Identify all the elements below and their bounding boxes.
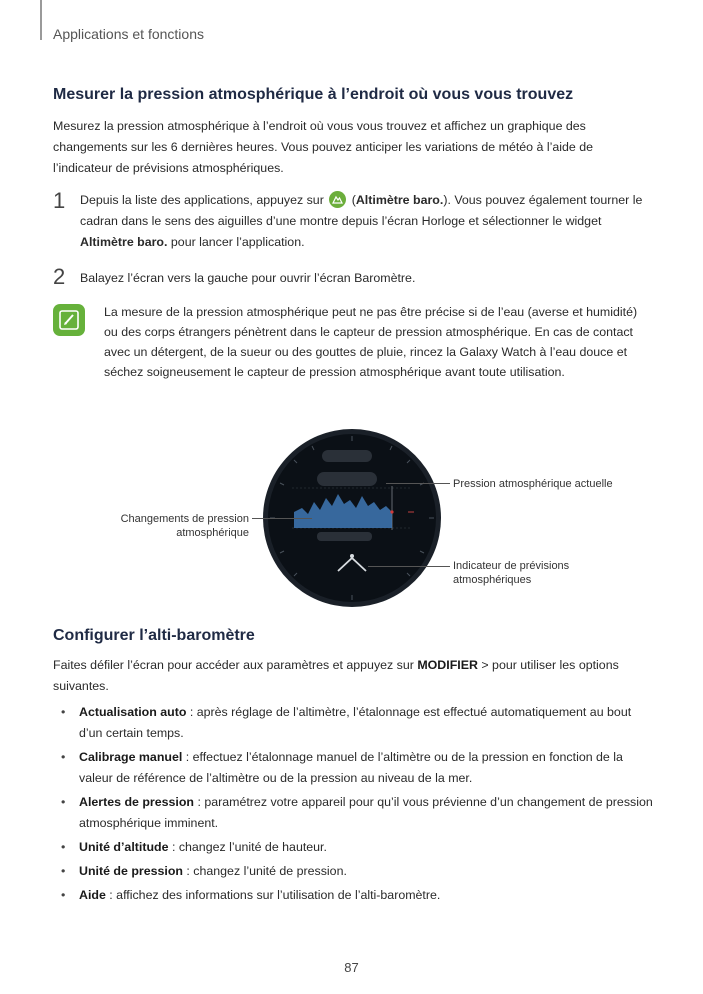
list-item [53,861,653,882]
callout-pressure-changes-line2: atmosphérique [176,527,249,539]
header-rule [40,0,42,40]
bullet-dot: • [61,795,66,809]
bullet-dot: • [61,750,66,764]
header-title: Applications et fonctions [53,26,204,42]
section-intro: Mesurez la pression atmosphérique à l’endroit où vous vous trouvez et affichez un graphique des changements sur les 6 dernières heures. Vous pouvez anticiper les variations de météo à l’aide de l’indicateur de prévisions atmosphériques. [53,119,593,175]
bullet-dot: • [61,705,66,719]
option-label: Actualisation auto [79,705,187,719]
callout-forecast-line2: atmosphériques [453,574,532,586]
list-item [53,885,653,906]
option-text: : paramétrez votre appareil pour qu’il vous prévienne d’un changement de pression atmosphérique imminent. [79,795,653,830]
list-item [53,792,653,834]
bullet-dot: • [61,888,66,902]
configure-intro-modifier: MODIFIER [417,658,478,672]
option-label: Unité de pression [79,864,183,878]
options-list [53,702,653,909]
list-item [53,702,653,744]
configure-intro-a: Faites défiler l’écran pour accéder aux paramètres et appuyez sur [53,658,414,672]
list-item [53,837,653,858]
callout-line-current [386,483,450,484]
list-item [53,747,653,789]
step-number-2: 2 [53,264,66,289]
callout-pressure-changes-line1: Changements de pression [120,513,249,525]
option-text: : changez l’unité de pression. [182,864,347,878]
callout-forecast-line1: Indicateur de prévisions [453,560,570,572]
callout-pressure-changes [100,512,249,540]
configure-intro-b: > pour utiliser les options suivantes. [53,658,619,693]
section-title-measure: Mesurer la pression atmosphérique à l’endroit où vous vous trouvez [53,86,574,103]
step-1-text-c: pour lancer l’application. [170,235,305,249]
option-label: Aide [79,888,106,902]
step-1-app-name: Altimètre baro. [355,193,444,207]
option-text: : après réglage de l’altimètre, l’étalonnage est effectué automatiquement au bout d’un certain temps. [79,705,632,740]
callout-line-changes [252,518,312,519]
step-number-1: 1 [53,188,66,213]
step-text-2: Balayez l’écran vers la gauche pour ouvrir l’écran Baromètre. [80,271,416,285]
note-icon [53,304,85,336]
option-label: Unité d’altitude [79,840,169,854]
bullet-dot: • [61,840,66,854]
page-number: 87 [344,960,359,975]
callout-line-forecast [368,566,450,567]
step-text-1: Depuis la liste des applications, appuyez sur (Altimètre baro.). Vous pouvez également tourner le cadran dans le sens des aiguilles d’une montre depuis l’écran Horloge et sélectionner le widget Altimètre baro. pour lancer l’application. [80,193,643,249]
barometer-app-icon [329,191,346,208]
option-label: Calibrage manuel [79,750,183,764]
option-text: : effectuez l’étalonnage manuel de l’altimètre ou de la pression en fonction de la valeur de référence de l’altimètre ou de la pression au niveau de la mer. [79,750,623,785]
option-label: Alertes de pression [79,795,195,809]
section-title-configure: Configurer l’alti-baromètre [53,627,255,644]
step-1-widget-name: Altimètre baro. [80,235,168,249]
option-text: : affichez des informations sur l’utilisation de l’alti-baromètre. [105,888,441,902]
step-1-text-a: Depuis la liste des applications, appuyez sur [80,193,324,207]
step-1-text-b: ). Vous pouvez également tourner le cadran dans le sens des aiguilles d’une montre depuis l’écran Horloge et sélectionner le widget [80,193,643,228]
callout-forecast [453,559,569,587]
bullet-dot: • [61,864,66,878]
configure-intro [53,655,653,697]
option-text: : changez l’unité de hauteur. [168,840,327,854]
note-text: La mesure de la pression atmosphérique peut ne pas être précise si de l’eau (averse et humidité) ou des corps étrangers pénètrent dans le capteur de pression atmosphérique. En cas de contact avec un détergent, de la sueur ou des gouttes de pluie, rincez la Galaxy Watch à l’eau douce et séchez soigneusement le capteur de pression atmosphérique avant toute utilisation. [104,305,638,379]
callout-current-pressure: Pression atmosphérique actuelle [453,478,613,490]
